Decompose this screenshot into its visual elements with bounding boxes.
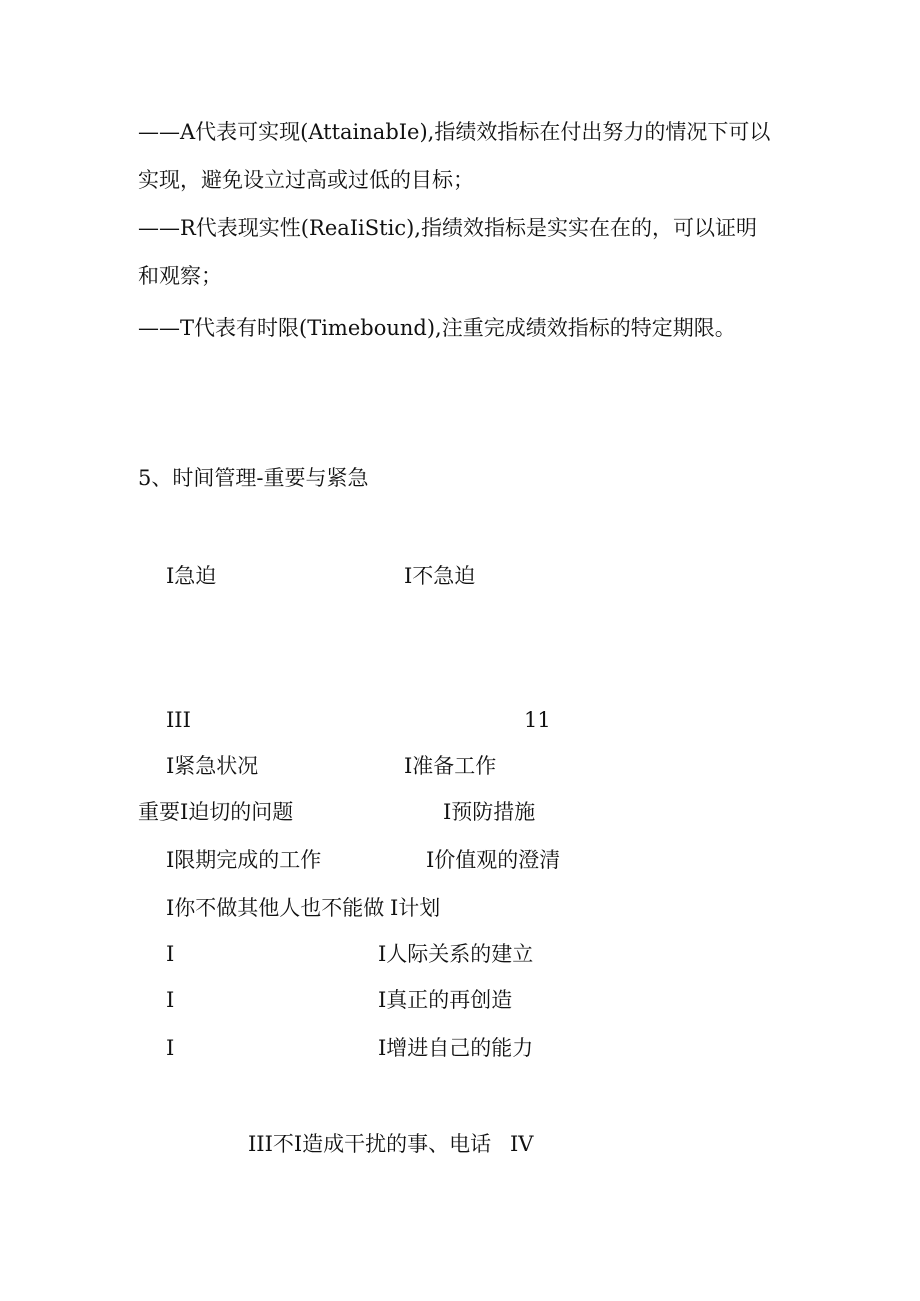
matrix-row7-right: I增进自己的能力 — [378, 1036, 534, 1060]
matrix-col-urgent: I急迫 — [166, 564, 217, 588]
matrix-col-not-urgent: I不急迫 — [404, 564, 476, 588]
quadrant-right-label: 11 — [524, 708, 551, 732]
matrix-row4-right: I计划 — [390, 896, 441, 920]
matrix-row2-prefix: 重要 — [138, 800, 180, 824]
smart-a-line-2: 实现，避免设立过高或过低的目标； — [138, 168, 474, 192]
matrix-row2-left: I迫切的问题 — [180, 800, 294, 824]
section-title: 5、时间管理-重要与紧急 — [138, 466, 369, 490]
smart-r-line-2: 和观察； — [138, 264, 222, 288]
smart-a-line-1: ——A代表可实现(AttainabIe),指绩效指标在付出努力的情况下可以 — [138, 120, 771, 144]
matrix-row5-left: I — [166, 942, 175, 966]
matrix-row6-right: I真正的再创造 — [378, 988, 513, 1012]
matrix-row3-left: I限期完成的工作 — [166, 848, 322, 872]
matrix-row1-left: I紧急状况 — [166, 754, 259, 778]
matrix-bottom-right: IV — [510, 1132, 534, 1156]
matrix-row2-right: I预防措施 — [443, 800, 536, 824]
matrix-row4-left: I你不做其他人也不能做 — [166, 896, 385, 920]
smart-r-line-1: ——R代表现实性(ReaIiStic),指绩效指标是实实在在的，可以证明 — [138, 216, 757, 240]
matrix-row7-left: I — [166, 1036, 175, 1060]
matrix-bottom-left: III不I造成干扰的事、电话 — [248, 1132, 492, 1156]
quadrant-left-label: III — [166, 708, 191, 732]
matrix-row6-left: I — [166, 988, 175, 1012]
smart-t-line-1: ——T代表有时限(Timebound),注重完成绩效指标的特定期限。 — [138, 316, 736, 340]
matrix-row1-right: I准备工作 — [404, 754, 497, 778]
matrix-row3-right: I价值观的澄清 — [426, 848, 561, 872]
matrix-row5-right: I人际关系的建立 — [378, 942, 534, 966]
